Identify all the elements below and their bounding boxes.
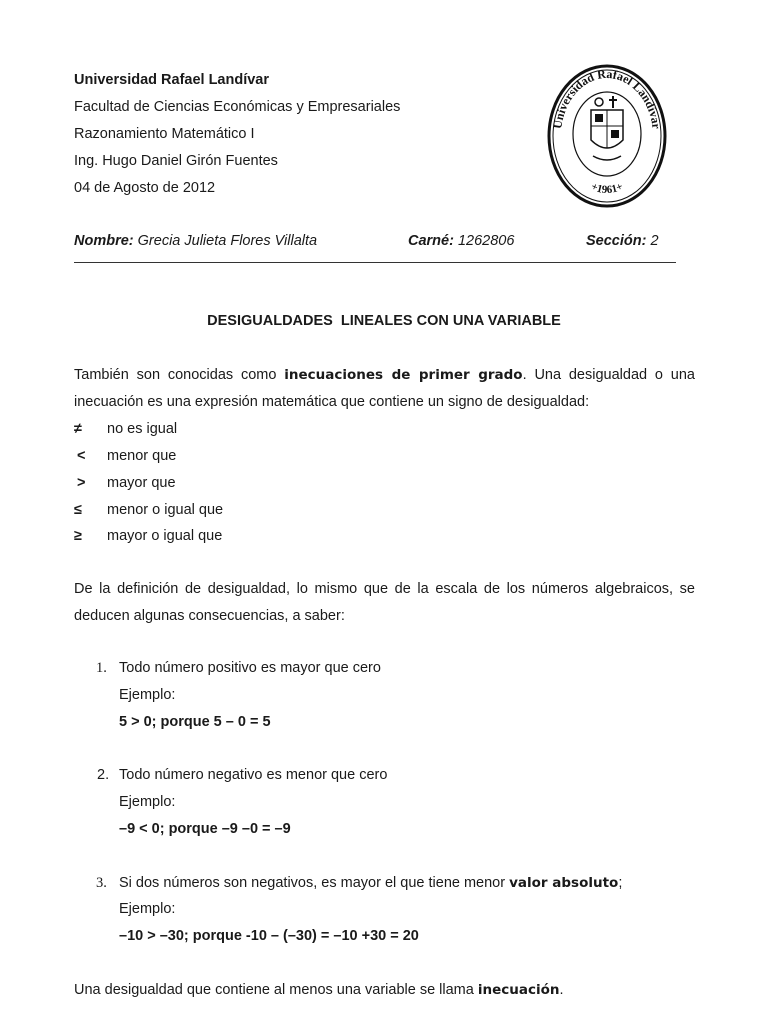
svg-text:Universidad Rafael Landívar: Universidad Rafael Landívar [550,66,664,130]
item3-text-b: ; [618,875,623,891]
svg-text:+1961+ [589,181,625,197]
list-item-text: Todo número negativo es menor que cero [119,767,388,783]
example-label: Ejemplo: [119,794,176,810]
seccion-value: 2 [650,233,659,249]
symbol-row [74,416,177,443]
symbol-meaning: menor que [107,448,177,464]
carne-label: Carné: [408,233,454,249]
symbol-meaning: no es igual [107,421,178,437]
seccion-label: Sección: [586,233,647,249]
symbol-glyph: ≤ [74,502,82,518]
name-value: Grecia Julieta Flores Villalta [137,233,318,249]
symbol-row [74,470,176,497]
faculty-name: Facultad de Ciencias Económicas y Empresariales [74,99,401,115]
list-item-text [119,875,622,891]
intro-text-a: También son conocidas como [74,367,285,383]
student-name-field [74,233,317,249]
carne-value: 1262806 [457,233,515,249]
symbol-glyph: < [77,448,86,464]
teacher-name: Ing. Hugo Daniel Girón Fuentes [74,153,278,169]
symbol-meaning: menor o igual que [107,502,224,518]
example-label: Ejemplo: [119,901,176,917]
example-math: –10 > –30; porque -10 – (–30) = –10 +30 = 20 [119,928,419,944]
symbol-meaning: mayor o igual que [107,528,223,544]
list-item-number: 1. [96,660,107,676]
symbol-row [74,523,222,550]
item3-bold-term: valor absoluto [509,875,619,891]
closing-sentence [74,982,564,998]
list-item-number: 2. [97,767,110,783]
closing-text-b: . [559,982,564,998]
example-math: –9 < 0; porque –9 –0 = –9 [119,821,291,837]
intro-text-b: . Una desigualdad o una inecuación es una expresión matemática que contiene un signo de desigualdad: [74,367,695,410]
list-item-text: Todo número positivo es mayor que cero [119,660,381,676]
student-carne-field [408,233,514,249]
university-name: Universidad Rafael Landívar [74,72,270,88]
symbol-row [74,497,223,524]
name-label: Nombre: [74,233,134,249]
symbol-meaning: mayor que [107,475,176,491]
intro-paragraph [74,362,695,416]
document-date: 04 de Agosto de 2012 [74,180,216,196]
document-title: DESIGUALDADES LINEALES CON UNA VARIABLE [207,313,561,329]
example-math: 5 > 0; porque 5 – 0 = 5 [119,714,271,730]
closing-bold-term: inecuación [477,982,560,998]
symbol-row [74,443,176,470]
intro-bold-term: inecuaciones de primer grado [284,367,523,383]
seal-year: +1961+ [589,180,625,197]
closing-text-a: Una desigualdad que contiene al menos una variable se llama [74,982,478,998]
symbol-glyph: ≠ [74,421,82,437]
course-name: Razonamiento Matemático I [74,126,255,142]
item3-text-a: Si dos números son negativos, es mayor el que tiene menor [119,875,510,891]
header-divider [74,262,676,263]
symbol-glyph: > [77,475,86,491]
consequences-paragraph: De la definición de desigualdad, lo mismo que de la escala de los números algebraicos, se deducen algunas consecuencias, a saber: [74,581,695,624]
symbol-glyph: ≥ [74,528,82,544]
student-seccion-field [586,233,659,249]
example-label: Ejemplo: [119,687,176,703]
university-seal [547,64,667,208]
list-item-number: 3. [96,875,107,891]
